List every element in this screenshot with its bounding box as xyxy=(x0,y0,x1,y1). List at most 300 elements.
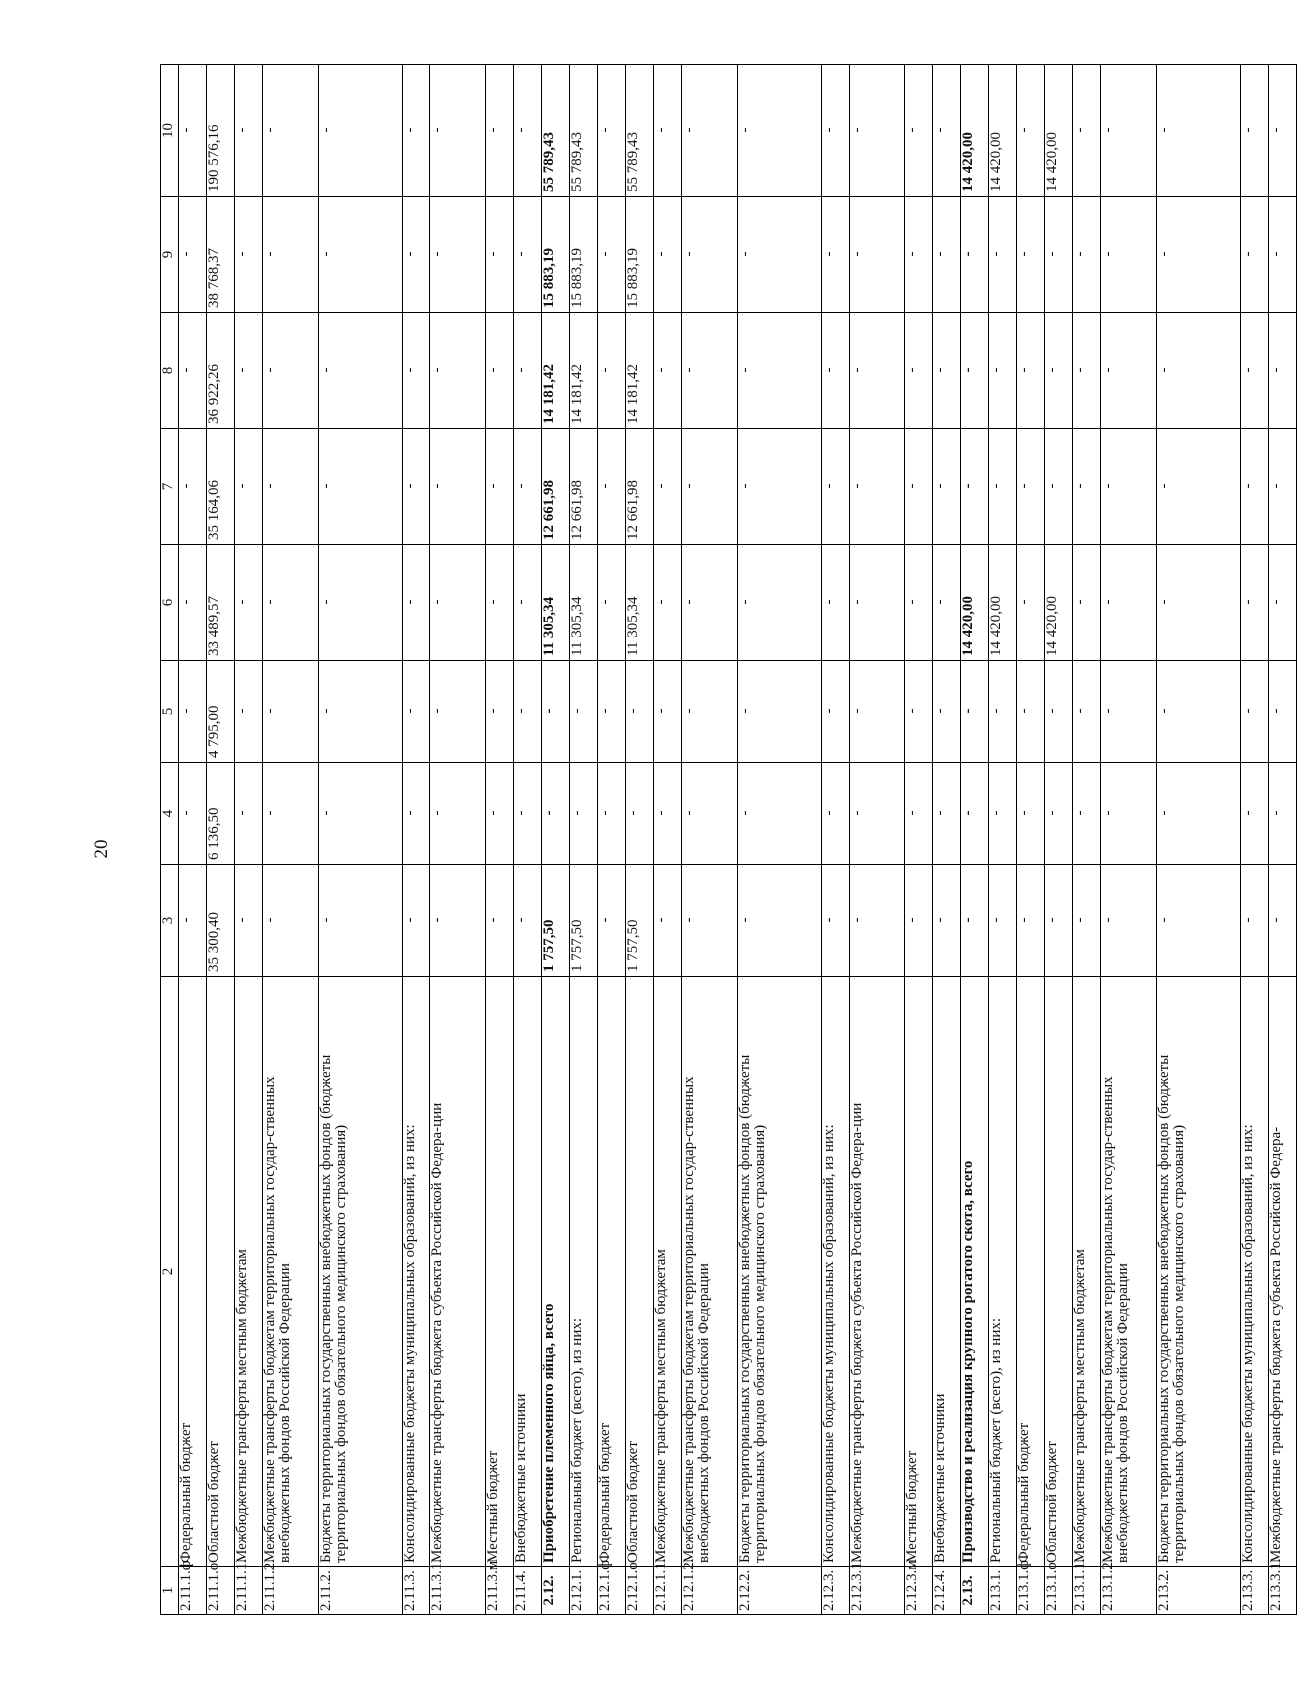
value-cell-col-3: - xyxy=(514,865,542,977)
value-cell-col-10: - xyxy=(1240,65,1268,197)
value-cell-col-8: - xyxy=(179,313,207,429)
row-description: Консолидированные бюджеты муниципальных образований, из них: xyxy=(402,977,430,1567)
row-description: Приобретение племенного яйца, всего xyxy=(542,977,570,1567)
value-cell-col-10: 14 420,00 xyxy=(1045,65,1073,197)
row-code: 2.12.1.1. xyxy=(653,1567,681,1615)
value-cell-col-8: - xyxy=(262,313,318,429)
table-row xyxy=(1045,65,1073,1615)
value-cell-col-3: - xyxy=(989,865,1017,977)
value-cell-col-9: - xyxy=(1101,197,1157,313)
value-cell-col-6: - xyxy=(262,545,318,661)
value-cell-col-7: 12 661,98 xyxy=(542,429,570,545)
value-cell-col-10: - xyxy=(402,65,430,197)
value-cell-col-3: - xyxy=(234,865,262,977)
row-code: 2.13.1. xyxy=(989,1567,1017,1615)
row-description: Региональный бюджет (всего), из них: xyxy=(570,977,598,1567)
value-cell-col-4: - xyxy=(1101,763,1157,865)
column-header-10: 10 xyxy=(161,65,179,197)
value-cell-col-5: - xyxy=(849,661,905,763)
value-cell-col-10: - xyxy=(905,65,933,197)
value-cell-col-4: - xyxy=(1156,763,1240,865)
value-cell-col-3: - xyxy=(1268,865,1296,977)
table-row xyxy=(989,65,1017,1615)
table-row xyxy=(570,65,598,1615)
value-cell-col-10: - xyxy=(262,65,318,197)
value-cell-col-9: - xyxy=(1045,197,1073,313)
value-cell-col-7: - xyxy=(179,429,207,545)
value-cell-col-9: 15 883,19 xyxy=(626,197,654,313)
value-cell-col-8: - xyxy=(1017,313,1045,429)
value-cell-col-5: - xyxy=(570,661,598,763)
value-cell-col-4: - xyxy=(821,763,849,865)
value-cell-col-6: 11 305,34 xyxy=(626,545,654,661)
value-cell-col-7: - xyxy=(1268,429,1296,545)
value-cell-col-7: - xyxy=(737,429,821,545)
value-cell-col-8: - xyxy=(653,313,681,429)
row-code: 2.11.3.1. xyxy=(430,1567,486,1615)
value-cell-col-3: - xyxy=(430,865,486,977)
value-cell-col-4: - xyxy=(1268,763,1296,865)
row-description: Внебюджетные источники xyxy=(933,977,961,1567)
value-cell-col-4: - xyxy=(626,763,654,865)
value-cell-col-10: 55 789,43 xyxy=(570,65,598,197)
row-description: Межбюджетные трансферты бюджета субъекта Российской Федера-ции xyxy=(849,977,905,1567)
value-cell-col-6: - xyxy=(234,545,262,661)
value-cell-col-5: 4 795,00 xyxy=(206,661,234,763)
value-cell-col-3: - xyxy=(905,865,933,977)
value-cell-col-5: - xyxy=(514,661,542,763)
value-cell-col-9: - xyxy=(598,197,626,313)
table-row xyxy=(1101,65,1157,1615)
value-cell-col-4: - xyxy=(234,763,262,865)
value-cell-col-6: - xyxy=(821,545,849,661)
value-cell-col-6: 14 420,00 xyxy=(989,545,1017,661)
value-cell-col-5: - xyxy=(430,661,486,763)
value-cell-col-6: - xyxy=(1240,545,1268,661)
value-cell-col-4: - xyxy=(430,763,486,865)
value-cell-col-8: - xyxy=(598,313,626,429)
value-cell-col-10: - xyxy=(486,65,514,197)
value-cell-col-4: - xyxy=(262,763,318,865)
value-cell-col-6: - xyxy=(653,545,681,661)
value-cell-col-6: 11 305,34 xyxy=(570,545,598,661)
row-code: 2.12.4. xyxy=(933,1567,961,1615)
row-description: Федеральный бюджет xyxy=(179,977,207,1567)
value-cell-col-5: - xyxy=(598,661,626,763)
value-cell-col-9: - xyxy=(681,197,737,313)
value-cell-col-10: - xyxy=(737,65,821,197)
value-cell-col-7: - xyxy=(933,429,961,545)
row-description: Бюджеты территориальных государственных внебюджетных фондов (бюджеты территориальных фондов обязательного медицинского страхования) xyxy=(737,977,821,1567)
value-cell-col-6: 33 489,57 xyxy=(206,545,234,661)
value-cell-col-8: 14 181,42 xyxy=(542,313,570,429)
value-cell-col-10: 55 789,43 xyxy=(626,65,654,197)
value-cell-col-9: - xyxy=(933,197,961,313)
value-cell-col-3: - xyxy=(681,865,737,977)
row-code: 2.12.2. xyxy=(737,1567,821,1615)
value-cell-col-7: - xyxy=(989,429,1017,545)
value-cell-col-6: - xyxy=(905,545,933,661)
value-cell-col-10: - xyxy=(681,65,737,197)
row-description: Местный бюджет xyxy=(486,977,514,1567)
value-cell-col-9: - xyxy=(1268,197,1296,313)
value-cell-col-8: - xyxy=(402,313,430,429)
row-code: 2.12.3.1. xyxy=(849,1567,905,1615)
row-description: Консолидированные бюджеты муниципальных образований, из них: xyxy=(821,977,849,1567)
row-description: Межбюджетные трансферты бюджетам территориальных государ-ственных внебюджетных фондов Российской Федерации xyxy=(1101,977,1157,1567)
value-cell-col-3: 1 757,50 xyxy=(570,865,598,977)
page-number: 20 xyxy=(91,839,112,859)
value-cell-col-5: - xyxy=(681,661,737,763)
value-cell-col-7: - xyxy=(681,429,737,545)
value-cell-col-6: - xyxy=(681,545,737,661)
value-cell-col-7: - xyxy=(1240,429,1268,545)
value-cell-col-9: - xyxy=(402,197,430,313)
row-code: 2.11.1.1. xyxy=(234,1567,262,1615)
value-cell-col-8: - xyxy=(849,313,905,429)
value-cell-col-4: - xyxy=(542,763,570,865)
value-cell-col-9: - xyxy=(486,197,514,313)
value-cell-col-6: - xyxy=(514,545,542,661)
table-row xyxy=(961,65,989,1615)
row-code: 2.11.1.о xyxy=(206,1567,234,1615)
value-cell-col-8: - xyxy=(514,313,542,429)
row-description: Бюджеты территориальных государственных внебюджетных фондов (бюджеты территориальных фондов обязательного медицинского страхования) xyxy=(318,977,402,1567)
row-description: Межбюджетные трансферты местным бюджетам xyxy=(653,977,681,1567)
value-cell-col-9: - xyxy=(961,197,989,313)
value-cell-col-7: - xyxy=(234,429,262,545)
row-description: Бюджеты территориальных государственных внебюджетных фондов (бюджеты территориальных фондов обязательного медицинского страхования) xyxy=(1156,977,1240,1567)
value-cell-col-7: - xyxy=(262,429,318,545)
value-cell-col-9: - xyxy=(653,197,681,313)
value-cell-col-7: - xyxy=(821,429,849,545)
value-cell-col-9: 15 883,19 xyxy=(570,197,598,313)
table-row xyxy=(1268,65,1296,1615)
row-description: Областной бюджет xyxy=(626,977,654,1567)
value-cell-col-5: - xyxy=(1268,661,1296,763)
row-code: 2.13.1.1. xyxy=(1073,1567,1101,1615)
value-cell-col-10: - xyxy=(653,65,681,197)
value-cell-col-4: - xyxy=(598,763,626,865)
row-description: Межбюджетные трансферты бюджетам территориальных государ-ственных внебюджетных фондов Российской Федерации xyxy=(681,977,737,1567)
value-cell-col-6: - xyxy=(849,545,905,661)
value-cell-col-7: - xyxy=(905,429,933,545)
value-cell-col-9: - xyxy=(1017,197,1045,313)
value-cell-col-5: - xyxy=(961,661,989,763)
value-cell-col-6: 14 420,00 xyxy=(1045,545,1073,661)
value-cell-col-5: - xyxy=(179,661,207,763)
value-cell-col-5: - xyxy=(234,661,262,763)
value-cell-col-7: - xyxy=(849,429,905,545)
value-cell-col-4: - xyxy=(905,763,933,865)
table-row xyxy=(933,65,961,1615)
value-cell-col-7: - xyxy=(653,429,681,545)
value-cell-col-8: - xyxy=(1045,313,1073,429)
value-cell-col-4: - xyxy=(933,763,961,865)
value-cell-col-8: - xyxy=(430,313,486,429)
value-cell-col-7: - xyxy=(1017,429,1045,545)
value-cell-col-4: - xyxy=(989,763,1017,865)
header-row xyxy=(161,65,179,1615)
value-cell-col-4: - xyxy=(514,763,542,865)
row-description: Внебюджетные источники xyxy=(514,977,542,1567)
value-cell-col-4: 6 136,50 xyxy=(206,763,234,865)
row-code: 2.13.1.о xyxy=(1045,1567,1073,1615)
table-row xyxy=(1073,65,1101,1615)
value-cell-col-7: 35 164,06 xyxy=(206,429,234,545)
table-row xyxy=(486,65,514,1615)
value-cell-col-3: - xyxy=(1240,865,1268,977)
value-cell-col-8: - xyxy=(1101,313,1157,429)
value-cell-col-3: - xyxy=(486,865,514,977)
value-cell-col-6: - xyxy=(486,545,514,661)
value-cell-col-10: - xyxy=(849,65,905,197)
value-cell-col-10: - xyxy=(1156,65,1240,197)
row-description: Консолидированные бюджеты муниципальных образований, из них: xyxy=(1240,977,1268,1567)
row-code: 2.12.3. xyxy=(821,1567,849,1615)
value-cell-col-3: - xyxy=(598,865,626,977)
row-code: 2.13.3. xyxy=(1240,1567,1268,1615)
table-row xyxy=(905,65,933,1615)
row-code: 2.12.3.м xyxy=(905,1567,933,1615)
table-row xyxy=(737,65,821,1615)
value-cell-col-5: - xyxy=(1240,661,1268,763)
row-description: Местный бюджет xyxy=(905,977,933,1567)
value-cell-col-7: - xyxy=(514,429,542,545)
value-cell-col-4: - xyxy=(318,763,402,865)
table-row xyxy=(542,65,570,1615)
value-cell-col-9: - xyxy=(514,197,542,313)
row-description: Областной бюджет xyxy=(1045,977,1073,1567)
column-header-9: 9 xyxy=(161,197,179,313)
column-header-1: 1 xyxy=(161,1567,179,1615)
value-cell-col-3: - xyxy=(1101,865,1157,977)
value-cell-col-3: 35 300,40 xyxy=(206,865,234,977)
value-cell-col-10: - xyxy=(1268,65,1296,197)
table-row xyxy=(653,65,681,1615)
value-cell-col-8: - xyxy=(681,313,737,429)
value-cell-col-10: 55 789,43 xyxy=(542,65,570,197)
row-code: 2.13.2. xyxy=(1156,1567,1240,1615)
row-code: 2.12.1.ф xyxy=(598,1567,626,1615)
value-cell-col-7: - xyxy=(1045,429,1073,545)
value-cell-col-10: 14 420,00 xyxy=(989,65,1017,197)
value-cell-col-9: - xyxy=(821,197,849,313)
value-cell-col-10: - xyxy=(598,65,626,197)
value-cell-col-8: - xyxy=(1156,313,1240,429)
value-cell-col-4: - xyxy=(681,763,737,865)
column-header-4: 4 xyxy=(161,763,179,865)
table-row xyxy=(514,65,542,1615)
value-cell-col-10: - xyxy=(1101,65,1157,197)
column-header-7: 7 xyxy=(161,429,179,545)
value-cell-col-5: - xyxy=(653,661,681,763)
value-cell-col-5: - xyxy=(262,661,318,763)
value-cell-col-10: - xyxy=(933,65,961,197)
table-row xyxy=(1156,65,1240,1615)
column-header-3: 3 xyxy=(161,865,179,977)
row-code: 2.12. xyxy=(542,1567,570,1615)
value-cell-col-4: - xyxy=(1240,763,1268,865)
value-cell-col-10: 190 576,16 xyxy=(206,65,234,197)
table-row xyxy=(821,65,849,1615)
value-cell-col-9: - xyxy=(1240,197,1268,313)
value-cell-col-9: - xyxy=(905,197,933,313)
value-cell-col-4: - xyxy=(1073,763,1101,865)
rotated-page-content xyxy=(160,65,1284,1615)
value-cell-col-3: - xyxy=(737,865,821,977)
row-description: Областной бюджет xyxy=(206,977,234,1567)
value-cell-col-5: - xyxy=(1017,661,1045,763)
value-cell-col-5: - xyxy=(933,661,961,763)
value-cell-col-5: - xyxy=(486,661,514,763)
value-cell-col-6: - xyxy=(1268,545,1296,661)
row-code: 2.12.1.о xyxy=(626,1567,654,1615)
value-cell-col-3: - xyxy=(1017,865,1045,977)
value-cell-col-9: 38 768,37 xyxy=(206,197,234,313)
value-cell-col-4: - xyxy=(737,763,821,865)
value-cell-col-7: 12 661,98 xyxy=(626,429,654,545)
value-cell-col-8: 36 922,26 xyxy=(206,313,234,429)
value-cell-col-3: - xyxy=(653,865,681,977)
table-row xyxy=(206,65,234,1615)
value-cell-col-8: - xyxy=(933,313,961,429)
value-cell-col-4: - xyxy=(486,763,514,865)
value-cell-col-3: - xyxy=(179,865,207,977)
value-cell-col-7: - xyxy=(598,429,626,545)
column-header-2: 2 xyxy=(161,977,179,1567)
value-cell-col-7: - xyxy=(486,429,514,545)
table-row xyxy=(318,65,402,1615)
value-cell-col-8: - xyxy=(234,313,262,429)
value-cell-col-3: - xyxy=(821,865,849,977)
table-row xyxy=(681,65,737,1615)
value-cell-col-9: - xyxy=(430,197,486,313)
table-row xyxy=(849,65,905,1615)
value-cell-col-8: 14 181,42 xyxy=(570,313,598,429)
value-cell-col-10: - xyxy=(821,65,849,197)
row-code: 2.11.1.ф xyxy=(179,1567,207,1615)
table-row xyxy=(598,65,626,1615)
value-cell-col-7: - xyxy=(1101,429,1157,545)
value-cell-col-3: 1 757,50 xyxy=(542,865,570,977)
row-description: Межбюджетные трансферты бюджета субъекта Российской Федера-ции xyxy=(430,977,486,1567)
row-description: Межбюджетные трансферты бюджетам территориальных государ-ственных внебюджетных фондов Российской Федерации xyxy=(262,977,318,1567)
value-cell-col-6: - xyxy=(1073,545,1101,661)
value-cell-col-9: - xyxy=(1156,197,1240,313)
table-row xyxy=(1017,65,1045,1615)
row-description: Региональный бюджет (всего), из них: xyxy=(989,977,1017,1567)
value-cell-col-10: - xyxy=(1073,65,1101,197)
row-code: 2.13.1.2. xyxy=(1101,1567,1157,1615)
value-cell-col-8: - xyxy=(905,313,933,429)
value-cell-col-7: - xyxy=(1156,429,1240,545)
row-description: Федеральный бюджет xyxy=(598,977,626,1567)
value-cell-col-9: - xyxy=(989,197,1017,313)
value-cell-col-8: - xyxy=(318,313,402,429)
value-cell-col-8: - xyxy=(1240,313,1268,429)
value-cell-col-4: - xyxy=(179,763,207,865)
value-cell-col-4: - xyxy=(961,763,989,865)
value-cell-col-10: - xyxy=(514,65,542,197)
value-cell-col-9: - xyxy=(737,197,821,313)
value-cell-col-8: - xyxy=(961,313,989,429)
value-cell-col-7: - xyxy=(430,429,486,545)
value-cell-col-6: - xyxy=(1101,545,1157,661)
table-row xyxy=(1240,65,1268,1615)
column-header-8: 8 xyxy=(161,313,179,429)
value-cell-col-7: - xyxy=(318,429,402,545)
row-code: 2.11.4. xyxy=(514,1567,542,1615)
value-cell-col-5: - xyxy=(318,661,402,763)
row-code: 2.12.1.2. xyxy=(681,1567,737,1615)
value-cell-col-9: - xyxy=(234,197,262,313)
row-code: 2.12.1. xyxy=(570,1567,598,1615)
value-cell-col-3: - xyxy=(318,865,402,977)
row-description: Межбюджетные трансферты бюджета субъекта Российской Федера- xyxy=(1268,977,1296,1567)
value-cell-col-4: - xyxy=(570,763,598,865)
row-code: 2.13.1.ф xyxy=(1017,1567,1045,1615)
row-description: Производство и реализация крупного рогатого скота, всего xyxy=(961,977,989,1567)
row-description: Федеральный бюджет xyxy=(1017,977,1045,1567)
table-row xyxy=(430,65,486,1615)
value-cell-col-8: - xyxy=(989,313,1017,429)
row-code: 2.13. xyxy=(961,1567,989,1615)
value-cell-col-9: - xyxy=(849,197,905,313)
value-cell-col-7: - xyxy=(402,429,430,545)
budget-table xyxy=(160,64,1297,1615)
value-cell-col-5: - xyxy=(542,661,570,763)
value-cell-col-8: 14 181,42 xyxy=(626,313,654,429)
value-cell-col-3: 1 757,50 xyxy=(626,865,654,977)
table-row xyxy=(626,65,654,1615)
value-cell-col-10: - xyxy=(234,65,262,197)
value-cell-col-5: - xyxy=(1073,661,1101,763)
value-cell-col-6: - xyxy=(179,545,207,661)
value-cell-col-10: - xyxy=(430,65,486,197)
value-cell-col-3: - xyxy=(262,865,318,977)
value-cell-col-3: - xyxy=(1073,865,1101,977)
value-cell-col-6: - xyxy=(318,545,402,661)
value-cell-col-7: - xyxy=(1073,429,1101,545)
value-cell-col-8: - xyxy=(1268,313,1296,429)
value-cell-col-8: - xyxy=(737,313,821,429)
value-cell-col-5: - xyxy=(1101,661,1157,763)
value-cell-col-3: - xyxy=(933,865,961,977)
value-cell-col-4: - xyxy=(1045,763,1073,865)
value-cell-col-8: - xyxy=(486,313,514,429)
value-cell-col-3: - xyxy=(849,865,905,977)
table-row xyxy=(402,65,430,1615)
value-cell-col-4: - xyxy=(849,763,905,865)
table-row xyxy=(234,65,262,1615)
value-cell-col-10: - xyxy=(179,65,207,197)
value-cell-col-6: - xyxy=(737,545,821,661)
row-code: 2.13.3.1. xyxy=(1268,1567,1296,1615)
value-cell-col-5: - xyxy=(626,661,654,763)
value-cell-col-5: - xyxy=(905,661,933,763)
value-cell-col-5: - xyxy=(737,661,821,763)
value-cell-col-6: - xyxy=(1156,545,1240,661)
value-cell-col-9: 15 883,19 xyxy=(542,197,570,313)
table-body xyxy=(179,65,1297,1615)
value-cell-col-9: - xyxy=(318,197,402,313)
value-cell-col-6: - xyxy=(598,545,626,661)
value-cell-col-9: - xyxy=(1073,197,1101,313)
row-code: 2.11.3. xyxy=(402,1567,430,1615)
table-row xyxy=(179,65,207,1615)
value-cell-col-9: - xyxy=(179,197,207,313)
